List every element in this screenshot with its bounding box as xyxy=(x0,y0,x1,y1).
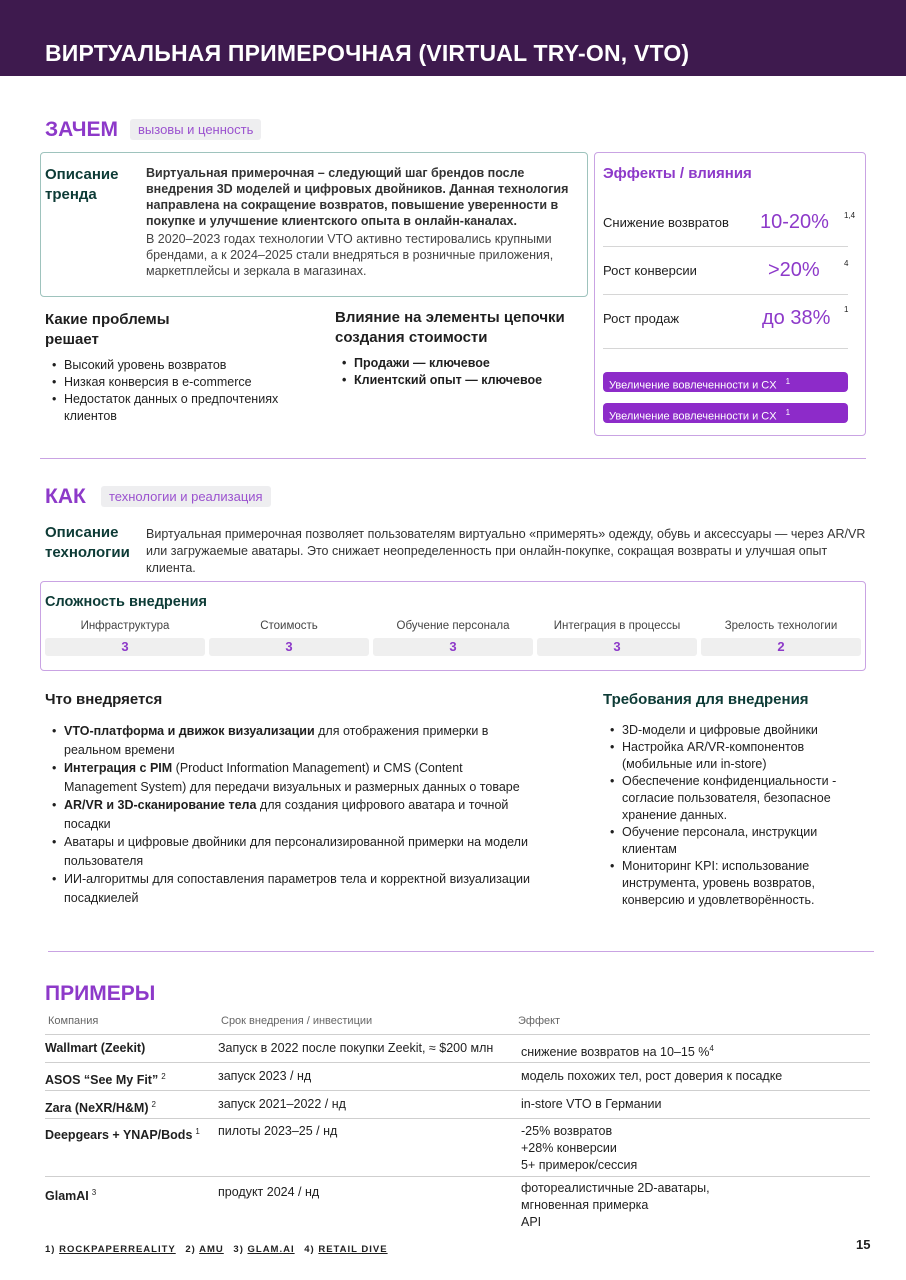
section-divider xyxy=(48,951,874,952)
table-row-effect-line: снижение возвратов на 10–15 % xyxy=(521,1045,710,1060)
chain-item: • Продажи — ключевое xyxy=(336,355,586,372)
table-line xyxy=(45,1176,870,1177)
tech-text: Виртуальная примерочная позволяет пользователям виртуально «примерять» одежду, обувь и аксессуары — через AR/VR или загружаемые аватары. Это снижает неопределенность при онлайн-покупке, сокращая возвраты и улучшая опыт клиента. xyxy=(146,527,866,575)
what-item-text: Аватары и цифровые двойники для персонализированной примерки на модели пользователя xyxy=(64,835,528,868)
problems-heading: Какие проблемы решает xyxy=(45,311,170,348)
trend-bold-text: Виртуальная примерочная – следующий шаг брендов после внедрения 3D моделей и цифровых двойников. Данная технология направлена на сокращение возвратов, повышение уверенности в покупке и улучшение клиентского опыта в онлайн-каналах. xyxy=(146,166,569,228)
requirement-item: • Настройка AR/VR-компонентов (мобильные или in-store) xyxy=(604,739,849,773)
complexity-label: Обучение персонала xyxy=(396,620,510,632)
effect-pill xyxy=(603,372,848,392)
table-row-effect-line: 5+ примерок/сессия xyxy=(521,1158,638,1172)
what-item-text: для создания цифрового аватара и точной посадки xyxy=(64,798,509,831)
complexity-value: 3 xyxy=(373,638,533,656)
footnote-link[interactable]: AMU xyxy=(199,1244,224,1255)
problems-list xyxy=(46,357,306,425)
table-row-effect: in-store VTO в Германии xyxy=(521,1097,662,1111)
table-row-effect-ref: 4 xyxy=(709,1044,714,1053)
what-list xyxy=(46,722,536,907)
complexity-value: 2 xyxy=(701,638,861,656)
table-row-term: Запуск в 2022 после покупки Zeekit, ≈ $200 млн xyxy=(218,1041,494,1055)
effect-ref: 1 xyxy=(844,305,849,314)
table-row-term: пилоты 2023–25 / нд xyxy=(218,1124,338,1138)
section-title-examples: ПРИМЕРЫ xyxy=(45,982,156,1005)
chain-list xyxy=(336,355,586,389)
table-row-effect xyxy=(521,1123,637,1174)
what-item xyxy=(46,833,536,870)
table-header-term: Срок внедрения / инвестиции xyxy=(221,1015,373,1027)
table-row-effect-line: +28% конверсии xyxy=(521,1141,617,1155)
table-row-effect xyxy=(521,1040,714,1061)
what-item-bold: AR/VR и 3D-сканирование тела xyxy=(64,798,257,812)
table-row-company-name: GlamAI xyxy=(45,1189,89,1204)
footnote-link[interactable]: ROCKPAPERREALITY xyxy=(59,1244,176,1255)
effect-value: >20% xyxy=(768,259,820,281)
effect-row xyxy=(603,247,848,295)
footnotes xyxy=(45,1244,388,1255)
what-item-text: ИИ-алгоритмы для сопоставления параметров тела и корректной визуализации посадкиелей xyxy=(64,872,530,905)
footnote-num: 4) xyxy=(304,1244,315,1255)
trend-card xyxy=(40,152,588,297)
requirement-item: • Обеспечение конфиденциальности - согласие пользователя, безопасное хранение данных. xyxy=(604,773,849,824)
footnote-num: 2) xyxy=(185,1244,196,1255)
what-item-bold: Интеграция с PIM xyxy=(64,761,173,775)
table-row-term: запуск 2021–2022 / нд xyxy=(218,1097,346,1111)
problem-item: • Низкая конверсия в e-commerce xyxy=(46,374,306,391)
table-row-company-ref: 2 xyxy=(161,1072,166,1081)
what-item xyxy=(46,796,536,833)
table-row-company xyxy=(45,1123,200,1144)
table-line xyxy=(45,1062,870,1063)
effect-label: Рост конверсии xyxy=(603,263,697,278)
complexity-value: 3 xyxy=(537,638,697,656)
effect-row xyxy=(603,197,856,247)
what-item xyxy=(46,722,536,759)
effect-row xyxy=(603,295,848,349)
chain-heading: Влияние на элементы цепочки создания стоимости xyxy=(335,309,565,346)
table-row-effect xyxy=(521,1180,710,1231)
tech-heading: Описание технологии xyxy=(45,524,130,561)
section-divider xyxy=(40,458,866,459)
complexity-label: Стоимость xyxy=(260,620,318,632)
what-item-text: для отображения примерки в реальном времени xyxy=(64,724,489,757)
requirements-heading: Требования для внедрения xyxy=(603,691,809,708)
table-row-company-ref: 1 xyxy=(195,1127,200,1136)
table-row-company-name: Deepgears + YNAP/Bods xyxy=(45,1128,193,1143)
complexity-label: Инфраструктура xyxy=(80,620,170,632)
effect-label: Снижение возвратов xyxy=(603,215,729,230)
table-row-company-name: Zara (NeXR/H&M) xyxy=(45,1101,149,1116)
effect-pill-label: Увеличение вовлеченности и CX xyxy=(609,410,777,423)
table-row-company xyxy=(45,1096,156,1117)
table-row-effect-line: -25% возвратов xyxy=(521,1124,613,1138)
table-row-term: продукт 2024 / нд xyxy=(218,1185,320,1199)
complexity-card xyxy=(40,581,866,671)
table-row-company-ref: 2 xyxy=(151,1100,156,1109)
requirement-item: • 3D-модели и цифровые двойники xyxy=(604,722,849,739)
effect-pill-label: Увеличение вовлеченности и CX xyxy=(609,379,777,392)
effect-value: 10-20% xyxy=(760,211,829,233)
footnote-num: 3) xyxy=(233,1244,244,1255)
problem-item: • Недостаток данных о предпочтениях клиентов xyxy=(46,391,306,425)
table-row-company xyxy=(45,1068,166,1089)
table-row-term: запуск 2023 / нд xyxy=(218,1069,312,1083)
table-row-company-ref: 3 xyxy=(91,1188,97,1197)
effect-ref: 1,4 xyxy=(844,211,856,220)
table-header-effect: Эффект xyxy=(518,1015,561,1027)
requirement-item: • Мониторинг KPI: использование инструмента, уровень возвратов, конверсию и удовлетворённость. xyxy=(604,858,849,909)
effect-label: Рост продаж xyxy=(603,311,680,326)
header-bar xyxy=(0,0,906,76)
table-line xyxy=(45,1090,870,1091)
what-item xyxy=(46,870,536,907)
table-row-effect-line: фотореалистичные 2D-аватары, xyxy=(521,1181,710,1195)
trend-heading: Описание тренда xyxy=(45,166,119,203)
problem-item: • Высокий уровень возвратов xyxy=(46,357,306,374)
requirements-list xyxy=(604,722,849,909)
what-item-bold: VTO-платформа и движок визуализации xyxy=(64,724,315,738)
footnote-num: 1) xyxy=(45,1244,56,1255)
what-item-text: (Product Information Management) и CMS (Content Management System) для передачи визуальных и размерных данных о товаре xyxy=(64,761,520,794)
section-title-how: КАК xyxy=(45,485,86,508)
table-row-effect-line: мгновенная примерка xyxy=(521,1198,649,1212)
complexity-label: Зрелость технологии xyxy=(724,620,838,632)
complexity-label: Интеграция в процессы xyxy=(553,620,681,632)
chain-item: • Клиентский опыт — ключевое xyxy=(336,372,586,389)
section-tag-how: технологии и реализация xyxy=(101,486,271,507)
table-line xyxy=(45,1034,870,1035)
what-heading: Что внедряется xyxy=(45,691,163,708)
table-row-company-name: ASOS “See My Fit” xyxy=(45,1073,159,1088)
effects-heading: Эффекты / влияния xyxy=(603,165,752,182)
table-line xyxy=(45,1118,870,1119)
footnote-link[interactable]: GLAM.AI xyxy=(247,1244,295,1255)
effect-pill xyxy=(603,403,848,423)
trend-text: В 2020–2023 годах технологии VTO активно тестировались крупными брендами, а к 2024–2025 стали внедряться в розничные приложения, маркетплейсы и зеркала в магазинах. xyxy=(146,232,554,278)
page-title: ВИРТУАЛЬНАЯ ПРИМЕРОЧНАЯ (VIRTUAL TRY-ON, VTO) xyxy=(45,40,690,66)
section-tag-why: вызовы и ценность xyxy=(130,119,261,140)
table-row-effect: модель похожих тел, рост доверия к посадке xyxy=(521,1069,783,1083)
effect-value: до 38% xyxy=(762,307,831,329)
table-header-company: Компания xyxy=(48,1015,99,1027)
requirement-item: • Обучение персонала, инструкции клиентам xyxy=(604,824,849,858)
table-row-company: Wallmart (Zeekit) xyxy=(45,1041,146,1055)
complexity-value: 3 xyxy=(209,638,369,656)
effect-pill-ref: 1 xyxy=(785,377,791,386)
complexity-value: 3 xyxy=(45,638,205,656)
section-title-why: ЗАЧЕМ xyxy=(45,118,118,141)
page-number: 15 xyxy=(856,1237,871,1252)
what-item xyxy=(46,759,536,796)
footnote-link[interactable]: RETAIL DIVE xyxy=(318,1244,388,1255)
table-row-company xyxy=(45,1184,96,1205)
effect-pill-ref: 1 xyxy=(785,408,791,417)
effects-card xyxy=(594,152,866,436)
effect-ref: 4 xyxy=(844,259,849,268)
table-row-effect-line: API xyxy=(521,1215,542,1229)
complexity-heading: Сложность внедрения xyxy=(45,594,207,610)
